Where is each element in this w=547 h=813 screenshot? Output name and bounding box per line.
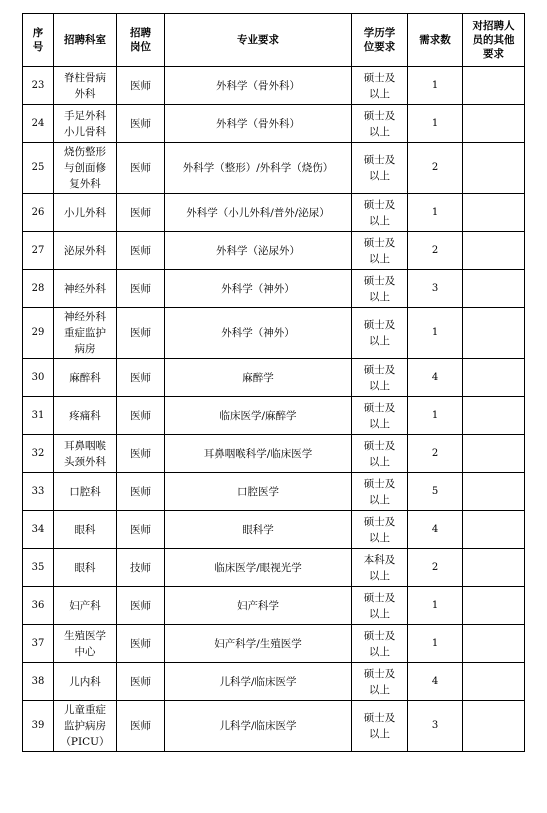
cell-dept: 神经外科 xyxy=(54,270,117,308)
cell-seq: 36 xyxy=(23,587,54,625)
cell-seq: 27 xyxy=(23,232,54,270)
cell-position: 医师 xyxy=(117,143,165,194)
table-row xyxy=(23,105,525,143)
cell-other xyxy=(463,308,525,359)
cell-seq: 24 xyxy=(23,105,54,143)
cell-other xyxy=(463,232,525,270)
cell-count: 4 xyxy=(408,663,463,701)
cell-position: 医师 xyxy=(117,232,165,270)
table-body xyxy=(23,67,525,752)
table-row xyxy=(23,270,525,308)
header-major: 专业要求 xyxy=(165,14,352,67)
cell-education: 硕士及 以上 xyxy=(352,67,408,105)
cell-major: 麻醉学 xyxy=(165,359,352,397)
cell-other xyxy=(463,143,525,194)
cell-major: 外科学（泌尿外） xyxy=(165,232,352,270)
cell-seq: 29 xyxy=(23,308,54,359)
cell-other xyxy=(463,397,525,435)
cell-position: 技师 xyxy=(117,549,165,587)
cell-dept: 儿童重症 监护病房 （PICU） xyxy=(54,701,117,752)
cell-count: 4 xyxy=(408,359,463,397)
header-count: 需求数 xyxy=(408,14,463,67)
recruitment-table-page xyxy=(22,13,524,752)
cell-seq: 37 xyxy=(23,625,54,663)
cell-major: 儿科学/临床医学 xyxy=(165,663,352,701)
cell-education: 硕士及 以上 xyxy=(352,143,408,194)
cell-seq: 32 xyxy=(23,435,54,473)
cell-other xyxy=(463,587,525,625)
cell-position: 医师 xyxy=(117,473,165,511)
cell-seq: 31 xyxy=(23,397,54,435)
cell-education: 硕士及 以上 xyxy=(352,194,408,232)
table-row xyxy=(23,143,525,194)
table-header-row xyxy=(23,14,525,67)
cell-major: 外科学（神外） xyxy=(165,270,352,308)
cell-dept: 神经外科 重症监护 病房 xyxy=(54,308,117,359)
cell-dept: 烧伤整形 与创面修 复外科 xyxy=(54,143,117,194)
cell-count: 2 xyxy=(408,143,463,194)
table-row xyxy=(23,194,525,232)
table-row xyxy=(23,397,525,435)
cell-seq: 33 xyxy=(23,473,54,511)
cell-dept: 脊柱骨病 外科 xyxy=(54,67,117,105)
cell-major: 外科学（整形）/外科学（烧伤） xyxy=(165,143,352,194)
cell-major: 眼科学 xyxy=(165,511,352,549)
cell-seq: 26 xyxy=(23,194,54,232)
cell-major: 耳鼻咽喉科学/临床医学 xyxy=(165,435,352,473)
header-other: 对招聘人 员的其他 要求 xyxy=(463,14,525,67)
cell-position: 医师 xyxy=(117,270,165,308)
cell-position: 医师 xyxy=(117,435,165,473)
cell-count: 1 xyxy=(408,194,463,232)
cell-seq: 30 xyxy=(23,359,54,397)
cell-position: 医师 xyxy=(117,625,165,663)
cell-position: 医师 xyxy=(117,663,165,701)
cell-count: 2 xyxy=(408,232,463,270)
cell-major: 妇产科学 xyxy=(165,587,352,625)
cell-dept: 手足外科 小儿骨科 xyxy=(54,105,117,143)
cell-count: 2 xyxy=(408,549,463,587)
cell-education: 硕士及 以上 xyxy=(352,359,408,397)
header-education: 学历学 位要求 xyxy=(352,14,408,67)
header-position: 招聘 岗位 xyxy=(117,14,165,67)
cell-education: 硕士及 以上 xyxy=(352,397,408,435)
cell-major: 临床医学/眼视光学 xyxy=(165,549,352,587)
cell-position: 医师 xyxy=(117,194,165,232)
cell-seq: 39 xyxy=(23,701,54,752)
cell-position: 医师 xyxy=(117,511,165,549)
cell-major: 口腔医学 xyxy=(165,473,352,511)
cell-other xyxy=(463,701,525,752)
cell-dept: 儿内科 xyxy=(54,663,117,701)
cell-seq: 34 xyxy=(23,511,54,549)
cell-other xyxy=(463,359,525,397)
cell-education: 硕士及 以上 xyxy=(352,511,408,549)
cell-education: 硕士及 以上 xyxy=(352,701,408,752)
cell-dept: 疼痛科 xyxy=(54,397,117,435)
cell-other xyxy=(463,67,525,105)
table-row xyxy=(23,663,525,701)
cell-major: 外科学（神外） xyxy=(165,308,352,359)
table-row xyxy=(23,587,525,625)
cell-position: 医师 xyxy=(117,701,165,752)
table-row xyxy=(23,359,525,397)
cell-position: 医师 xyxy=(117,397,165,435)
cell-education: 硕士及 以上 xyxy=(352,435,408,473)
cell-education: 硕士及 以上 xyxy=(352,473,408,511)
cell-seq: 25 xyxy=(23,143,54,194)
table-row xyxy=(23,701,525,752)
cell-dept: 眼科 xyxy=(54,549,117,587)
cell-major: 妇产科学/生殖医学 xyxy=(165,625,352,663)
recruitment-table xyxy=(22,13,525,752)
cell-position: 医师 xyxy=(117,587,165,625)
table-row xyxy=(23,473,525,511)
cell-seq: 35 xyxy=(23,549,54,587)
cell-count: 2 xyxy=(408,435,463,473)
cell-count: 5 xyxy=(408,473,463,511)
cell-education: 硕士及 以上 xyxy=(352,232,408,270)
cell-position: 医师 xyxy=(117,359,165,397)
cell-major: 儿科学/临床医学 xyxy=(165,701,352,752)
cell-other xyxy=(463,663,525,701)
cell-education: 硕士及 以上 xyxy=(352,663,408,701)
cell-count: 1 xyxy=(408,587,463,625)
cell-education: 硕士及 以上 xyxy=(352,270,408,308)
cell-other xyxy=(463,549,525,587)
cell-position: 医师 xyxy=(117,105,165,143)
table-row xyxy=(23,435,525,473)
header-dept: 招聘科室 xyxy=(54,14,117,67)
cell-education: 本科及 以上 xyxy=(352,549,408,587)
cell-position: 医师 xyxy=(117,67,165,105)
cell-education: 硕士及 以上 xyxy=(352,587,408,625)
cell-other xyxy=(463,511,525,549)
cell-dept: 耳鼻咽喉 头颈外科 xyxy=(54,435,117,473)
cell-dept: 生殖医学 中心 xyxy=(54,625,117,663)
cell-major: 外科学（骨外科） xyxy=(165,67,352,105)
cell-major: 外科学（小儿外科/普外/泌尿） xyxy=(165,194,352,232)
cell-count: 3 xyxy=(408,270,463,308)
cell-dept: 眼科 xyxy=(54,511,117,549)
cell-count: 1 xyxy=(408,105,463,143)
cell-count: 1 xyxy=(408,625,463,663)
cell-count: 1 xyxy=(408,67,463,105)
table-row xyxy=(23,625,525,663)
cell-count: 1 xyxy=(408,308,463,359)
header-seq: 序 号 xyxy=(23,14,54,67)
cell-major: 外科学（骨外科） xyxy=(165,105,352,143)
cell-dept: 麻醉科 xyxy=(54,359,117,397)
table-row xyxy=(23,232,525,270)
cell-other xyxy=(463,194,525,232)
table-row xyxy=(23,67,525,105)
table-row xyxy=(23,511,525,549)
cell-seq: 23 xyxy=(23,67,54,105)
cell-seq: 38 xyxy=(23,663,54,701)
cell-count: 4 xyxy=(408,511,463,549)
table-row xyxy=(23,308,525,359)
cell-other xyxy=(463,625,525,663)
cell-other xyxy=(463,473,525,511)
cell-education: 硕士及 以上 xyxy=(352,625,408,663)
table-row xyxy=(23,549,525,587)
cell-dept: 口腔科 xyxy=(54,473,117,511)
cell-education: 硕士及 以上 xyxy=(352,308,408,359)
cell-other xyxy=(463,105,525,143)
cell-position: 医师 xyxy=(117,308,165,359)
cell-count: 1 xyxy=(408,397,463,435)
cell-education: 硕士及 以上 xyxy=(352,105,408,143)
cell-dept: 妇产科 xyxy=(54,587,117,625)
cell-other xyxy=(463,435,525,473)
cell-major: 临床医学/麻醉学 xyxy=(165,397,352,435)
cell-count: 3 xyxy=(408,701,463,752)
cell-seq: 28 xyxy=(23,270,54,308)
cell-dept: 小儿外科 xyxy=(54,194,117,232)
cell-other xyxy=(463,270,525,308)
cell-dept: 泌尿外科 xyxy=(54,232,117,270)
